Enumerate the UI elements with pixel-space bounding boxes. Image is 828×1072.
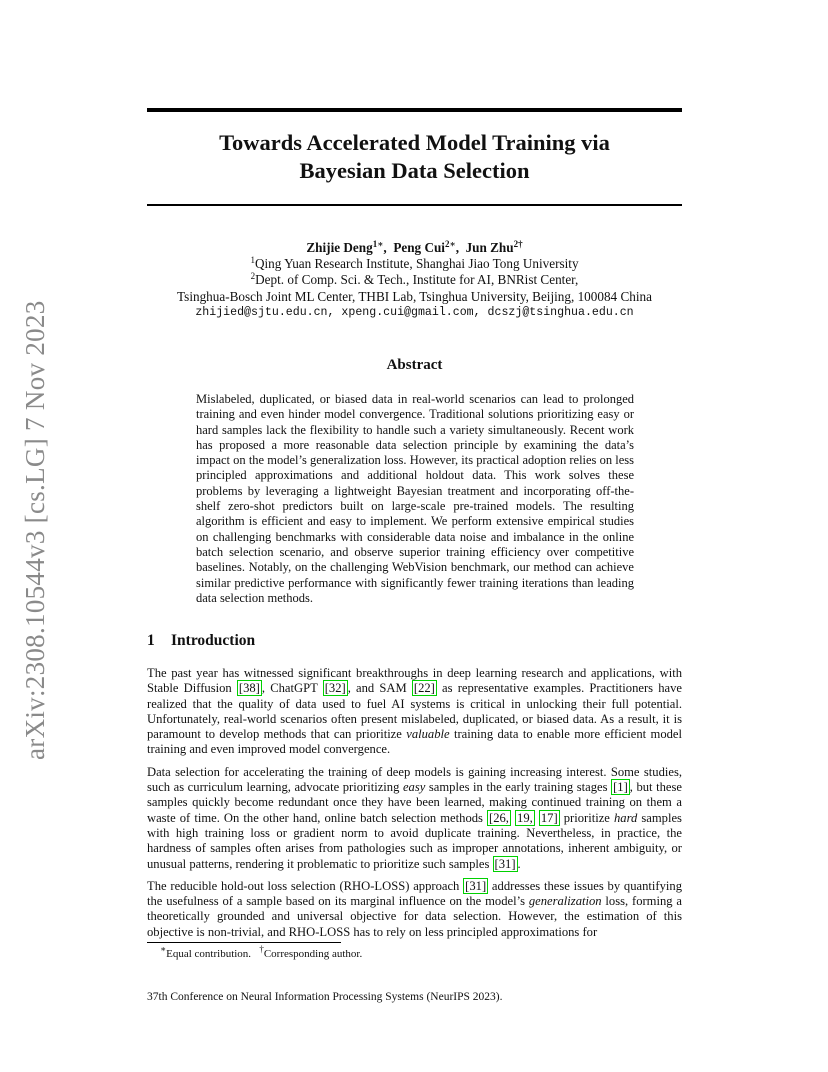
abstract-heading: Abstract — [386, 357, 443, 373]
author-1-mark: 1∗ — [372, 239, 384, 249]
p1-text-2: , ChatGPT — [261, 681, 323, 696]
p1-emphasis: valuable — [406, 727, 450, 742]
title-top-rule — [147, 108, 682, 112]
p1-text-5: training data to enable more efficient model training and even improved model convergence. — [147, 727, 683, 757]
author-block — [147, 240, 682, 321]
paper-title — [147, 129, 682, 185]
footnote-rule — [147, 942, 341, 943]
citation-link[interactable]: [31] — [465, 878, 487, 893]
section-number: 1 — [147, 632, 155, 649]
affiliation-2 — [147, 272, 682, 288]
p2-text-3: , but these samples quickly become redundant once they have been learned, making continued training on them a waste of time. On the other hand, online batch selection methods — [147, 780, 682, 825]
abstract-text: Mislabeled, duplicated, or biased data in real-world scenarios can lead to prolonged training and even hinder model convergence. Traditional solutions prioritizing easy or hard samples lack the flexibility to handle such a variety simultaneously. Recent work has proposed a more reasonable data selection principle by examining the data’s impact on the model’s generalization loss. However, its practical adoption relies on less principled approximations and additional holdout data. This work solves these problems by leveraging a lightweight Bayesian treatment and incorporating off-the-shelf zero-shot predictors built on large-scale pre-trained models. The resulting algorithm is efficient and easy to implement. We perform extensive empirical studies on challenging benchmarks with considerable data noise and imbalance in the online batch selection scenario, and observe superior training efficiency over competitive baselines. Notably, on the challenging WebVision benchmark, our method can achieve similar predictive performance with significantly fewer training iterations than leading data selection methods. — [196, 392, 634, 605]
title-line-1: Towards Accelerated Model Training via — [219, 130, 610, 155]
author-names: Zhijie Deng$^{1∗}$, Peng Cui$^{2∗}$, Jun Zhu$^{2\dagger}$ — [306, 239, 523, 255]
p2-emphasis-1: easy — [402, 780, 426, 795]
paragraph-2 — [147, 765, 682, 872]
affiliation-1-mark: 1 — [250, 255, 255, 266]
author-1: Zhijie Deng — [306, 240, 373, 255]
section-heading — [147, 632, 255, 650]
citation-link[interactable]: [32] — [324, 681, 346, 696]
p2-text-5: samples with high training loss or gradient norm to avoid duplicate training. Nevertheless, in practice, the hardness of samples often arises from pathologies such as improper annotations, inherent ambiguity, or unusual patterns, rendering it problematic to prioritize such samples — [147, 810, 682, 871]
arxiv-identifier-stamp: arXiv:2308.10544v3 [cs.LG] 7 Nov 2023 — [20, 300, 50, 760]
paragraph-1 — [147, 666, 682, 758]
p1-text-3: , and SAM — [347, 681, 412, 696]
author-2: Peng Cui — [393, 240, 445, 255]
p2-emphasis-2: hard — [613, 810, 638, 825]
author-3-mark: 2† — [513, 239, 523, 249]
citation-link[interactable]: [31] — [494, 856, 516, 871]
affiliation-2-text: Dept. of Comp. Sci. & Tech., Institute for AI, BNRist Center, — [255, 272, 579, 288]
p1-text-4: as representative examples. Practitioners have realized that the quality of data used to fuel AI systems is critical in unlocking their full potential. Unfortunately, real-world scenarios often present mislabeled, duplicated, or biased data. As a result, it is paramount to develop methods that can prioritize — [147, 681, 683, 742]
body-text — [147, 666, 682, 947]
citation-link[interactable]: [38] — [238, 681, 260, 696]
p3-emphasis: generalization — [528, 894, 602, 909]
footnote — [160, 944, 363, 960]
p2-text-4: prioritize — [559, 810, 614, 825]
citation-link[interactable]: 17] — [540, 810, 558, 825]
p3-text-2: addresses these issues by quantifying the usefulness of a sample based on its marginal influence on the model’s — [147, 878, 682, 909]
section-title: Introduction — [171, 632, 256, 649]
footnote-text-1: Equal contribution. — [166, 948, 252, 960]
footnote-text-2: Corresponding author. — [263, 948, 363, 960]
affiliation-2-mark: 2 — [250, 271, 256, 282]
affiliation-3: Tsinghua-Bosch Joint ML Center, THBI Lab, Tsinghua University, Beijing, 100084 China — [177, 288, 652, 304]
p2-text-1: Data selection for accelerating the training of deep models is gaining increasing interest. Some studies, such as curriculum learning, advocate prioritizing — [147, 764, 682, 795]
p3-text-1: The reducible hold-out loss selection (RHO-LOSS) approach — [147, 878, 464, 893]
citation-link[interactable]: [1] — [613, 780, 628, 795]
citation-link[interactable]: [26, — [489, 810, 509, 825]
p2-text-6: . — [517, 856, 521, 871]
citation-link[interactable]: [22] — [413, 681, 435, 696]
title-bottom-rule — [147, 204, 682, 206]
author-emails: zhijied@sjtu.edu.cn, xpeng.cui@gmail.com, dcszj@tsinghua.edu.cn — [195, 305, 634, 319]
author-2-mark: 2∗ — [444, 239, 456, 249]
author-3: Jun Zhu — [465, 240, 514, 255]
p2-text-2: samples in the early training stages — [425, 780, 612, 795]
title-line-2: Bayesian Data Selection — [299, 158, 530, 183]
footnote-mark-1: ∗ — [160, 944, 167, 954]
p1-text-1: The past year has witnessed significant breakthroughs in deep learning research and applications, with Stable Diffusion — [147, 666, 682, 696]
affiliation-1 — [147, 256, 682, 272]
venue-notice: 37th Conference on Neural Information Processing Systems (NeurIPS 2023). — [147, 991, 503, 1003]
affiliation-1-text: Qing Yuan Research Institute, Shanghai Jiao Tong University — [254, 256, 579, 272]
p3-text-3: loss, forming a theoretically grounded and universal objective for data selection. However, the estimation of this objective is non-trivial, and RHO-LOSS has to rely on less principled approximations for — [147, 894, 682, 939]
paragraph-3 — [147, 879, 682, 940]
footnote-mark-2: † — [259, 944, 264, 954]
citation-link[interactable]: 19, — [517, 810, 533, 825]
